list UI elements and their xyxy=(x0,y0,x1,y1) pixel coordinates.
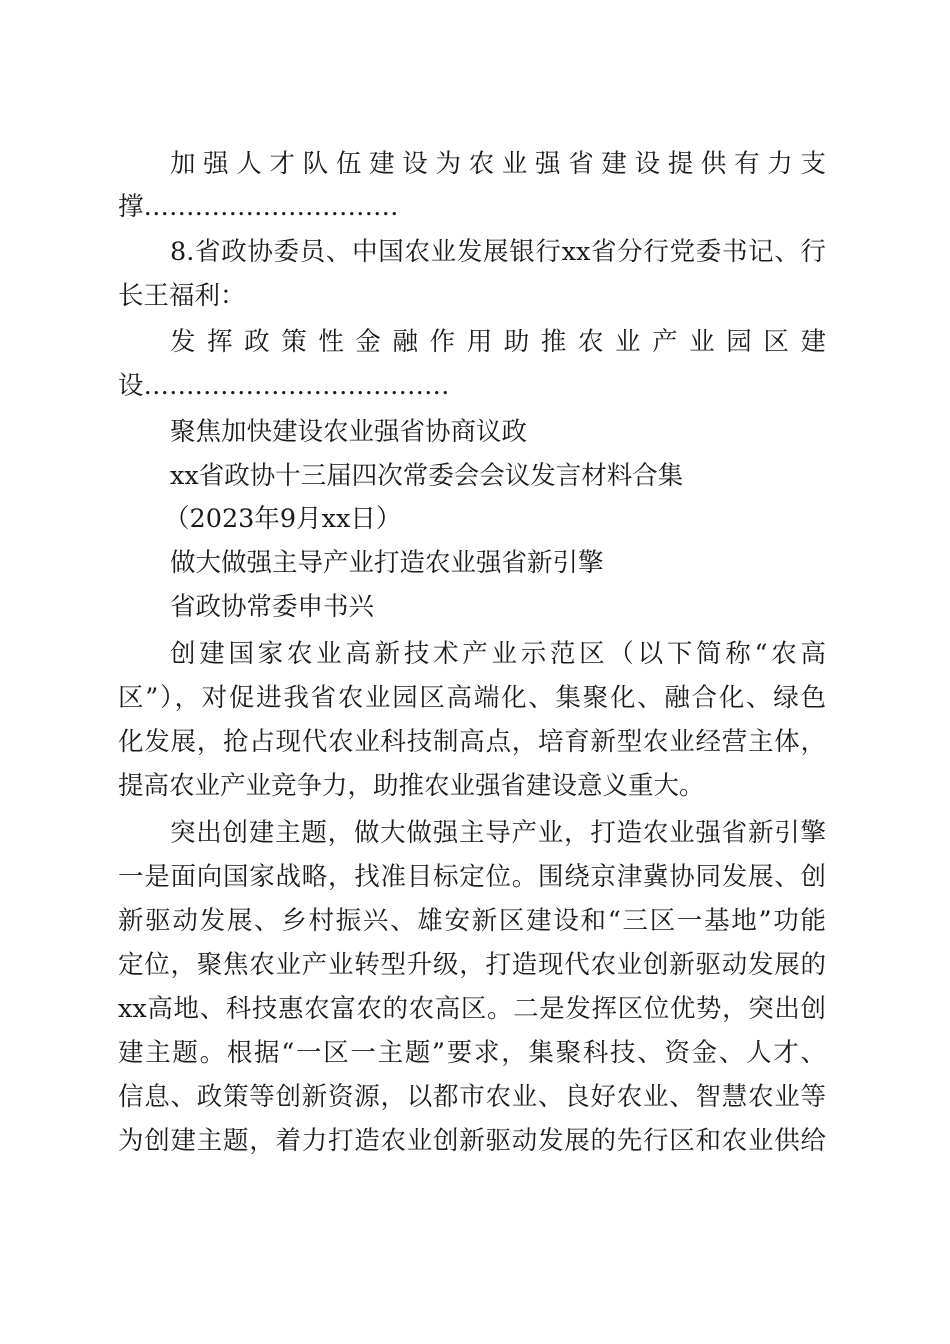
paragraph-1-line-4: 提高农业产业竞争力，助推农业强省建设意义重大。 xyxy=(118,771,705,801)
paragraph-1-line-2: 区”），对促进我省农业园区高端化、集聚化、融合化、绿色 xyxy=(118,683,826,713)
paragraph-1-line-3: 化发展，抢占现代农业科技制高点，培育新型农业经营主体， xyxy=(118,727,826,757)
article-title: 做大做强主导产业打造农业强省新引擎 xyxy=(170,548,604,578)
toc-entry-8-speaker: 8.省政协委员、中国农业发展银行xx省分行党委书记、行 xyxy=(170,237,826,267)
toc-entry-8-speaker-cont: 长王福利： xyxy=(118,281,246,311)
paragraph-1-line-1: 创建国家农业高新技术产业示范区（以下简称“农高 xyxy=(170,639,826,669)
paragraph-2-line-3: 新驱动发展、乡村振兴、雄安新区建设和“三区一基地”功能 xyxy=(118,906,826,936)
paragraph-2-line-6: 建主题。根据“一区一主题”要求，集聚科技、资金、人才、 xyxy=(118,1038,826,1068)
paragraph-2-line-7: 信息、政策等创新资源，以都市农业、良好农业、智慧农业等 xyxy=(118,1082,826,1112)
paragraph-2-line-8: 为创建主题，着力打造农业创新驱动发展的先行区和农业供给 xyxy=(118,1126,826,1156)
toc-entry-8-leader: 设……………………………… xyxy=(118,371,450,401)
toc-entry-7-leader: 撑………………………… xyxy=(118,192,399,222)
date-line: （2023年9月xx日） xyxy=(164,504,402,534)
collection-title: xx省政协十三届四次常委会会议发言材料合集 xyxy=(170,461,684,491)
toc-entry-8-title: 发挥政策性金融作用助推农业产业园区建 xyxy=(170,327,826,357)
article-author: 省政协常委申书兴 xyxy=(170,592,375,622)
toc-entry-7-title: 加强人才队伍建设为农业强省建设提供有力支 xyxy=(170,149,826,179)
paragraph-2-line-1: 突出创建主题，做大做强主导产业，打造农业强省新引擎 xyxy=(170,818,826,848)
paragraph-2-line-5: xx高地、科技惠农富农的农高区。二是发挥区位优势，突出创 xyxy=(118,994,826,1024)
paragraph-2-line-4: 定位，聚焦农业产业转型升级，打造现代农业创新驱动发展的 xyxy=(118,950,826,980)
section-heading: 聚焦加快建设农业强省协商议政 xyxy=(170,417,528,447)
paragraph-2-line-2: 一是面向国家战略，找准目标定位。围绕京津冀协同发展、创 xyxy=(118,862,826,892)
